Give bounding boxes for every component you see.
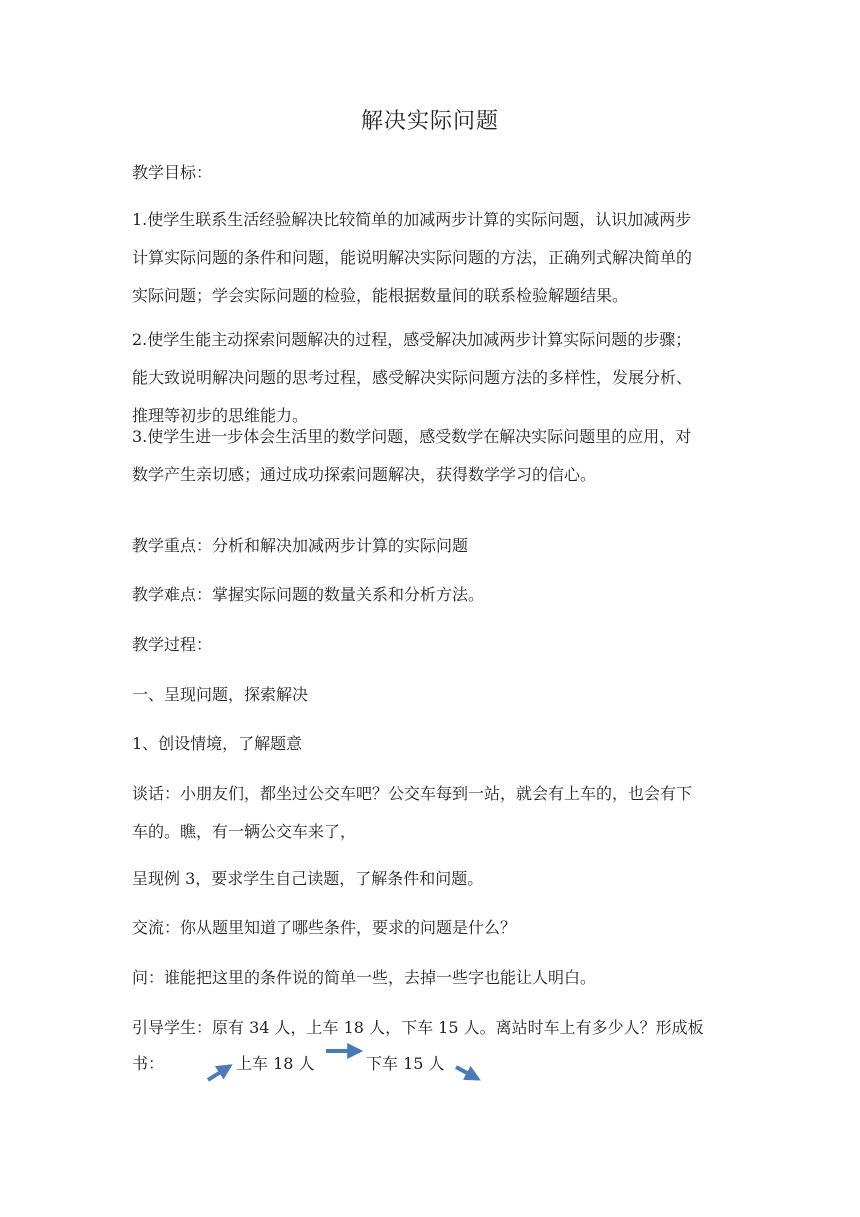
guide-board-prefix: 书： [132, 1054, 165, 1073]
guide-paragraph [132, 1009, 732, 1047]
difficulty: 教学难点：掌握实际问题的数量关系和分析方法。 [132, 585, 485, 604]
objective-3-line: 3.使学生进一步体会生活里的数学问题，感受数学在解决实际问题里的应用，对 [132, 427, 692, 446]
guide-line: 引导学生：原有 34 人，上车 18 人，下车 15 人。离站时车上有多少人？形成板 [132, 1018, 704, 1037]
arrow-up-right-icon [208, 1066, 230, 1080]
document-title: 解决实际问题 [360, 109, 499, 134]
step-heading-1: 1、创设情境，了解题意 [132, 734, 303, 753]
present-paragraph: 呈现例 3，要求学生自己读题，了解条件和问题。 [132, 869, 484, 888]
objectives-heading: 教学目标： [132, 163, 213, 182]
talk-paragraph [132, 775, 732, 851]
objective-1-line: 实际问题；学会实际问题的检验，能根据数量间的联系检验解题结果。 [132, 286, 629, 305]
objective-1-line: 计算实际问题的条件和问题，能说明解决实际问题的方法，正确列式解决简单的 [132, 248, 693, 267]
objective-3 [132, 418, 732, 494]
objective-3-line: 数学产生亲切感；通过成功探索问题解决，获得数学学习的信心。 [132, 465, 597, 484]
arrow-down-right-icon [456, 1067, 478, 1079]
objective-1 [132, 201, 732, 315]
objective-2-line: 能大致说明解决问题的思考过程，感受解决实际问题方法的多样性，发展分析、 [132, 368, 693, 387]
talk-line: 车的。瞧，有一辆公交车来了， [132, 822, 357, 841]
process-heading: 教学过程： [132, 635, 213, 654]
objective-2-line: 2.使学生能主动探索问题解决的过程，感受解决加减两步计算实际问题的步骤； [132, 330, 692, 349]
ask-paragraph: 问：谁能把这里的条件说的简单一些，去掉一些字也能让人明白。 [132, 968, 597, 987]
exchange-paragraph: 交流：你从题里知道了哪些条件，要求的问题是什么？ [132, 918, 517, 937]
section-heading-1: 一、呈现问题，探索解决 [132, 685, 309, 704]
objective-1-line: 1.使学生联系生活经验解决比较简单的加减两步计算的实际问题，认识加减两步 [132, 210, 692, 229]
board-down-label: 下车 15 人 [366, 1054, 445, 1073]
talk-line: 谈话：小朋友们，都坐过公交车吧？公交车每到一站，就会有上车的，也会有下 [132, 784, 693, 803]
board-up-label: 上车 18 人 [236, 1054, 315, 1073]
objective-2-line: 推理等初步的思维能力。 [132, 406, 309, 425]
key-point: 教学重点：分析和解决加减两步计算的实际问题 [132, 536, 469, 555]
